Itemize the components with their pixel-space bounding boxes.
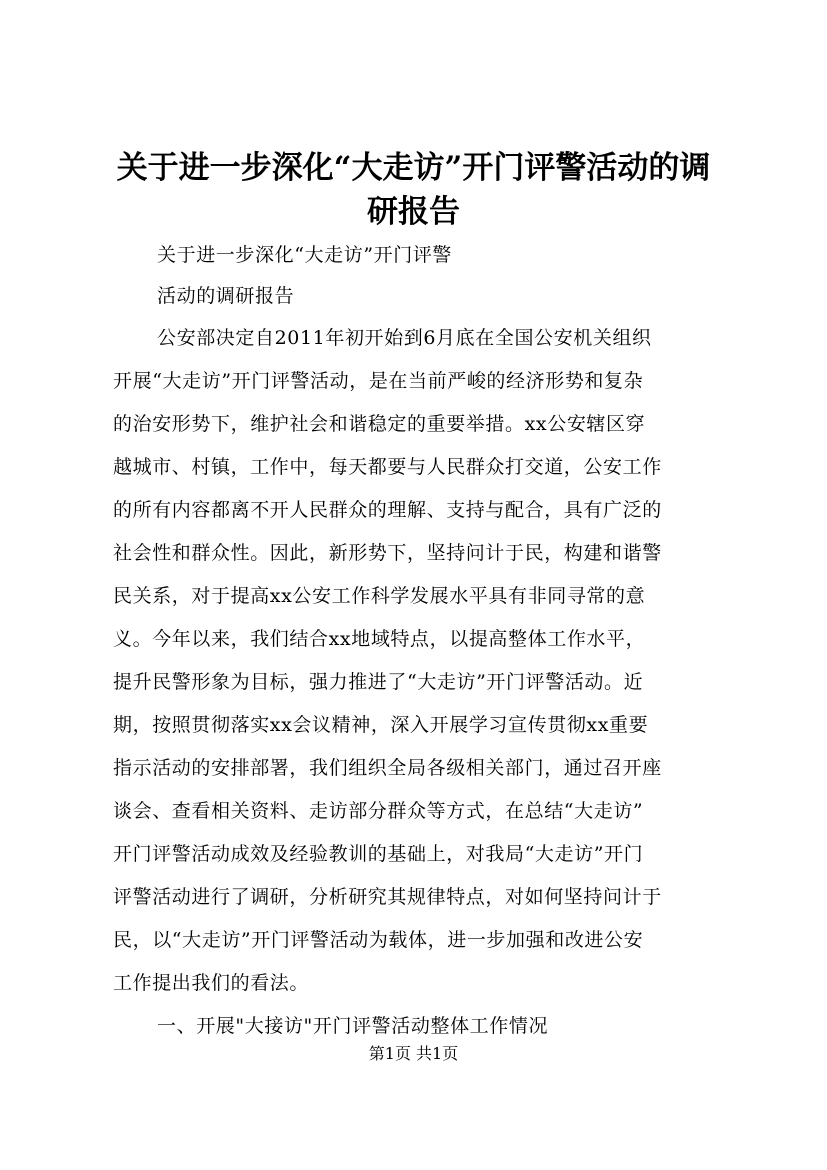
body-line: 越城市、村镇，工作中，每天都要与人民群众打交道，公安工作 xyxy=(113,456,662,478)
subtitle-line-1: 关于进一步深化“大走访”开门评警 xyxy=(157,244,453,266)
title-line-2: 研报告 xyxy=(367,194,460,230)
page-footer: 第1页 共1页 xyxy=(368,1044,459,1063)
section-heading: 一、开展"大接访"开门评警活动整体工作情况 xyxy=(157,1015,549,1037)
body-line: 工作提出我们的看法。 xyxy=(113,972,310,994)
body-line: 提升民警形象为目标，强力推进了“大走访”开门评警活动。近 xyxy=(113,671,644,693)
body-line: 的所有内容都离不开人民群众的理解、支持与配合，具有广泛的 xyxy=(113,499,662,521)
body-line: 期，按照贯彻落实xx会议精神，深入开展学习宣传贯彻xx重要 xyxy=(113,714,649,736)
body-line: 公安部决定自2011年初开始到6月底在全国公安机关组织 xyxy=(157,327,652,349)
body-line: 谈会、查看相关资料、走访部分群众等方式，在总结“大走访” xyxy=(113,800,644,822)
body-line: 的治安形势下，维护社会和谐稳定的重要举措。xx公安辖区穿 xyxy=(113,413,646,435)
subtitle-line-2: 活动的调研报告 xyxy=(157,285,295,307)
body-line: 指示活动的安排部署，我们组织全局各级相关部门，通过召开座 xyxy=(113,757,662,779)
body-line: 义。今年以来，我们结合xx地域特点，以提高整体工作水平， xyxy=(113,628,646,650)
document-title xyxy=(100,146,727,234)
body-line: 开门评警活动成效及经验教训的基础上，对我局“大走访”开门 xyxy=(113,843,644,865)
body-line: 社会性和群众性。因此，新形势下，坚持问计于民，构建和谐警 xyxy=(113,542,662,564)
body-line: 民关系，对于提高xx公安工作科学发展水平具有非同寻常的意 xyxy=(113,585,646,607)
body-line: 民，以“大走访”开门评警活动为载体，进一步加强和改进公安 xyxy=(113,929,644,951)
title-line-1: 关于进一步深化“大走访”开门评警活动的调 xyxy=(116,150,711,186)
body-line: 开展“大走访”开门评警活动，是在当前严峻的经济形势和复杂 xyxy=(113,370,644,392)
body-line: 评警活动进行了调研，分析研究其规律特点，对如何坚持问计于 xyxy=(113,886,662,908)
